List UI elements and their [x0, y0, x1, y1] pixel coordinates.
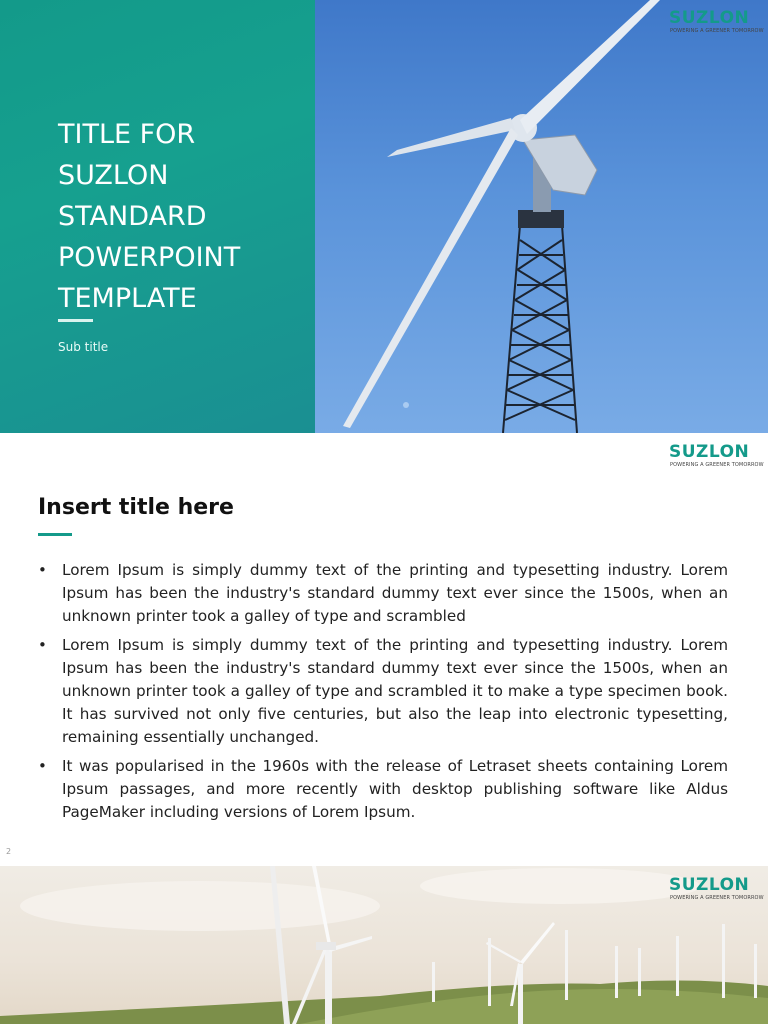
suzlon-logo: [669, 442, 764, 471]
title-panel: [0, 0, 315, 433]
list-item: [36, 755, 728, 824]
turbine-blade-1: [520, 0, 660, 134]
slide-subtitle: Sub title: [58, 340, 109, 354]
bullet-text: Lorem Ipsum is simply dummy text of the printing and typesetting industry. Lorem Ipsum has been the industry's standard dummy text ever since the 1500s, when an unknown printer took a galley of type and scrambled it to make a type specimen book. It has survived not only five centuries, but also the leap into electronic typesetting, remaining essentially unchanged.: [62, 636, 728, 746]
bullet-dot-icon: •: [38, 561, 47, 579]
content-slide: [0, 433, 768, 866]
bullet-dot-icon: •: [38, 636, 47, 654]
list-item: [36, 634, 728, 749]
title-slide: [0, 0, 768, 433]
bullet-list: [36, 559, 728, 830]
wind-farm-illustration: [0, 866, 768, 1024]
list-item: [36, 559, 728, 628]
title-underline: [38, 533, 72, 536]
turbine-blade-2: [387, 118, 515, 157]
logo-wordmark: SUZLON: [669, 8, 750, 28]
suzlon-logo: [669, 8, 764, 37]
landscape-slide: [0, 866, 768, 1024]
logo-wordmark: SUZLON: [669, 875, 750, 895]
bullet-text: It was popularised in the 1960s with the release of Letraset sheets containing Lorem Ipsum passages, and more recently with desktop publishing software like Aldus PageMaker including versions of Lorem Ipsum.: [62, 757, 728, 821]
page-number: 2: [6, 847, 12, 856]
wind-turbine-illustration: [315, 0, 768, 433]
lens-flare: [403, 402, 409, 408]
turbine-blade-3: [343, 128, 518, 428]
content-title: Insert title here: [38, 495, 234, 520]
logo-tagline: POWERING A GREENER TOMORROW: [670, 895, 764, 901]
cloud: [420, 868, 700, 904]
title-underline: [58, 319, 93, 322]
logo-tagline: POWERING A GREENER TOMORROW: [670, 28, 764, 34]
slide-title: TITLE FOR SUZLON STANDARD POWERPOINT TEMPLATE: [58, 119, 241, 314]
logo-wordmark: SUZLON: [669, 442, 750, 462]
bullet-text: Lorem Ipsum is simply dummy text of the printing and typesetting industry. Lorem Ipsum has been the industry's standard dummy text ever since the 1500s, when an unknown printer took a galley of type and scrambled: [62, 561, 728, 625]
suzlon-logo: [669, 875, 764, 904]
lattice-tower: [503, 225, 577, 433]
bullet-dot-icon: •: [38, 757, 47, 775]
tower-platform: [518, 210, 564, 228]
wind-turbine-photo: [315, 0, 768, 433]
logo-tagline: POWERING A GREENER TOMORROW: [670, 462, 764, 468]
